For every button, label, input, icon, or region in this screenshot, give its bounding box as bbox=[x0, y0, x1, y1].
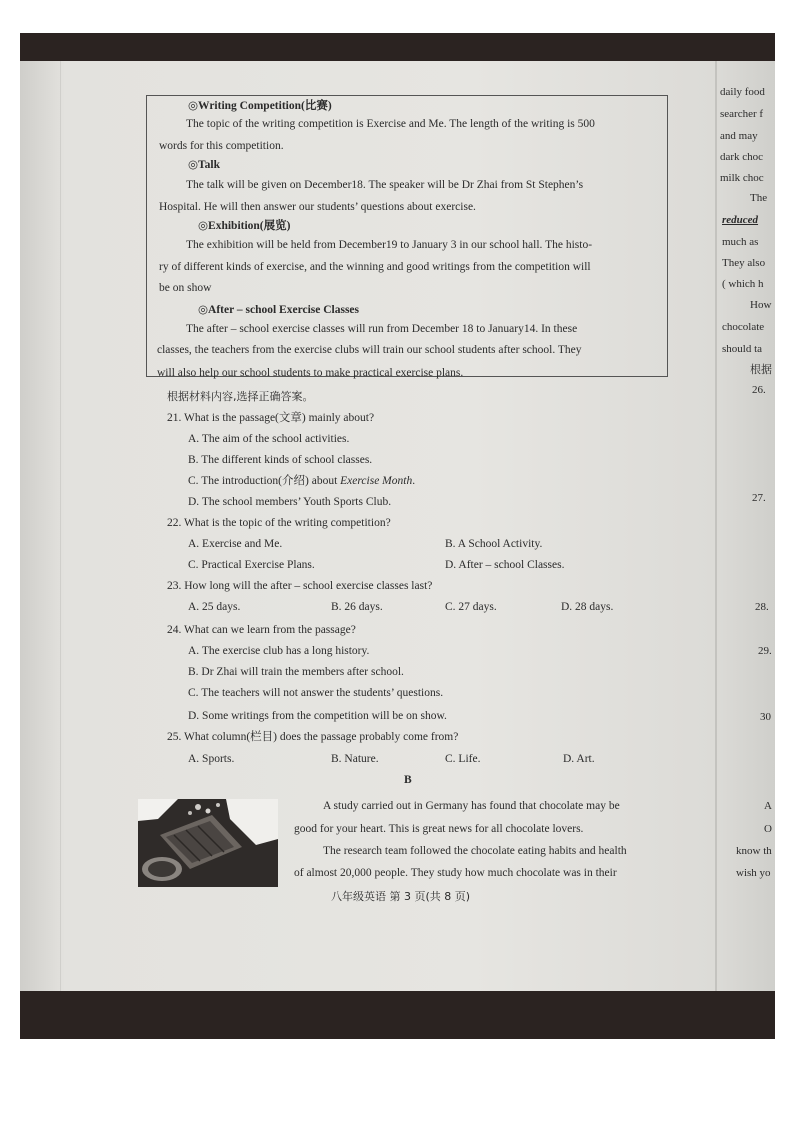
right-line-8: much as bbox=[722, 236, 759, 248]
q24-option-c: C. The teachers will not answer the students’ questions. bbox=[188, 687, 444, 699]
right-line-10: ( which h bbox=[722, 278, 764, 290]
after-school-line-1: The after – school exercise classes will run from December 18 to January14. In these bbox=[186, 323, 578, 335]
right-line-15: A bbox=[764, 800, 772, 812]
page-footer: 八年级英语 第 3 页(共 8 页) bbox=[331, 890, 471, 903]
chocolate-illustration bbox=[138, 799, 278, 887]
right-line-11: How bbox=[750, 299, 772, 311]
q22-option-a: A. Exercise and Me. bbox=[188, 538, 283, 550]
question-26-number: 26. bbox=[752, 384, 766, 396]
after-school-line-2: classes, the teachers from the exercise clubs will train our school students after school. They bbox=[157, 344, 582, 356]
writing-competition-title: ◎Writing Competition(比赛) bbox=[188, 100, 332, 112]
exhibition-title: ◎Exhibition(展览) bbox=[198, 220, 291, 232]
q21-option-d: D. The school members’ Youth Sports Club. bbox=[188, 496, 392, 508]
after-school-line-3: will also help our school students to make practical exercise plans. bbox=[157, 367, 464, 379]
question-28-number: 28. bbox=[755, 601, 769, 613]
q23-option-a: A. 25 days. bbox=[188, 601, 241, 613]
q25-option-a: A. Sports. bbox=[188, 753, 235, 765]
q25-option-d: D. Art. bbox=[563, 753, 595, 765]
q22-stem: 22. What is the topic of the writing competition? bbox=[167, 517, 391, 529]
section-b-heading: B bbox=[404, 774, 412, 786]
q23-option-c: C. 27 days. bbox=[445, 601, 497, 613]
q21-option-a: A. The aim of the school activities. bbox=[188, 433, 350, 445]
right-line-6: The bbox=[750, 192, 768, 204]
q24-option-b: B. Dr Zhai will train the members after school. bbox=[188, 666, 404, 678]
right-line-4: dark choc bbox=[720, 151, 764, 163]
section-b-line-1: A study carried out in Germany has found that chocolate may be bbox=[323, 800, 620, 812]
page-fold bbox=[715, 55, 717, 995]
exhibition-line-1: The exhibition will be held from December19 to January 3 in our school hall. The histo- bbox=[186, 239, 593, 251]
talk-title: ◎Talk bbox=[188, 159, 220, 171]
q21-option-c bbox=[188, 474, 415, 488]
question-27-number: 27. bbox=[752, 492, 766, 504]
section-b-line-2: good for your heart. This is great news for all chocolate lovers. bbox=[294, 823, 584, 835]
q22-option-c: C. Practical Exercise Plans. bbox=[188, 559, 315, 571]
right-line-14: 根据 bbox=[750, 363, 772, 376]
q23-option-d: D. 28 days. bbox=[561, 601, 614, 613]
right-line-18: wish yo bbox=[736, 867, 771, 879]
question-30-number: 30 bbox=[760, 711, 771, 723]
right-line-2: searcher f bbox=[720, 108, 764, 120]
chocolate-photo bbox=[138, 799, 278, 887]
question-29-number: 29. bbox=[758, 645, 772, 657]
instruction: 根据材料内容,选择正确答案。 bbox=[167, 390, 314, 403]
talk-line-2: Hospital. He will then answer our students’ questions about exercise. bbox=[159, 201, 476, 213]
dark-background-bottom bbox=[20, 991, 775, 1039]
dark-background-top bbox=[20, 33, 775, 61]
right-line-9: They also bbox=[722, 257, 766, 269]
section-b-line-3: The research team followed the chocolate eating habits and health bbox=[323, 845, 627, 857]
q21-option-b: B. The different kinds of school classes. bbox=[188, 454, 373, 466]
q25-option-b: B. Nature. bbox=[331, 753, 379, 765]
q23-option-b: B. 26 days. bbox=[331, 601, 383, 613]
section-b-line-4: of almost 20,000 people. They study how much chocolate was in their bbox=[294, 867, 617, 879]
q23-stem: 23. How long will the after – school exercise classes last? bbox=[167, 580, 433, 592]
q21-option-c-text: C. The introduction(介绍) about bbox=[188, 475, 341, 487]
q21-option-c-end: . bbox=[412, 475, 416, 487]
q22-option-d: D. After – school Classes. bbox=[445, 559, 565, 571]
photo-frame bbox=[20, 33, 775, 1039]
right-line-1: daily food bbox=[720, 86, 765, 98]
right-line-13: should ta bbox=[722, 343, 763, 355]
q22-option-b: B. A School Activity. bbox=[445, 538, 543, 550]
exhibition-line-3: be on show bbox=[159, 282, 212, 294]
q24-option-a: A. The exercise club has a long history. bbox=[188, 645, 370, 657]
right-line-3: and may bbox=[720, 130, 758, 142]
q25-stem: 25. What column(栏目) does the passage probably come from? bbox=[167, 731, 459, 743]
writing-line-1: The topic of the writing competition is Exercise and Me. The length of the writing is 500 bbox=[186, 118, 595, 130]
q24-stem: 24. What can we learn from the passage? bbox=[167, 624, 356, 636]
right-line-5: milk choc bbox=[720, 172, 764, 184]
right-line-17: know th bbox=[736, 845, 772, 857]
right-line-16: O bbox=[764, 823, 772, 835]
exhibition-line-2: ry of different kinds of exercise, and the winning and good writings from the competition will bbox=[159, 261, 591, 273]
right-line-7: reduced bbox=[722, 214, 759, 226]
writing-line-2: words for this competition. bbox=[159, 140, 284, 152]
after-school-title: ◎After – school Exercise Classes bbox=[198, 304, 359, 316]
q25-option-c: C. Life. bbox=[445, 753, 481, 765]
q24-option-d: D. Some writings from the competition will be on show. bbox=[188, 710, 447, 722]
q21-stem: 21. What is the passage(文章) mainly about? bbox=[167, 412, 375, 424]
right-line-12: chocolate bbox=[722, 321, 765, 333]
page-fold-left bbox=[60, 55, 61, 995]
q21-option-c-emphasis: Exercise Month bbox=[340, 475, 413, 487]
talk-line-1: The talk will be given on December18. The speaker will be Dr Zhai from St Stephen’s bbox=[186, 179, 584, 191]
